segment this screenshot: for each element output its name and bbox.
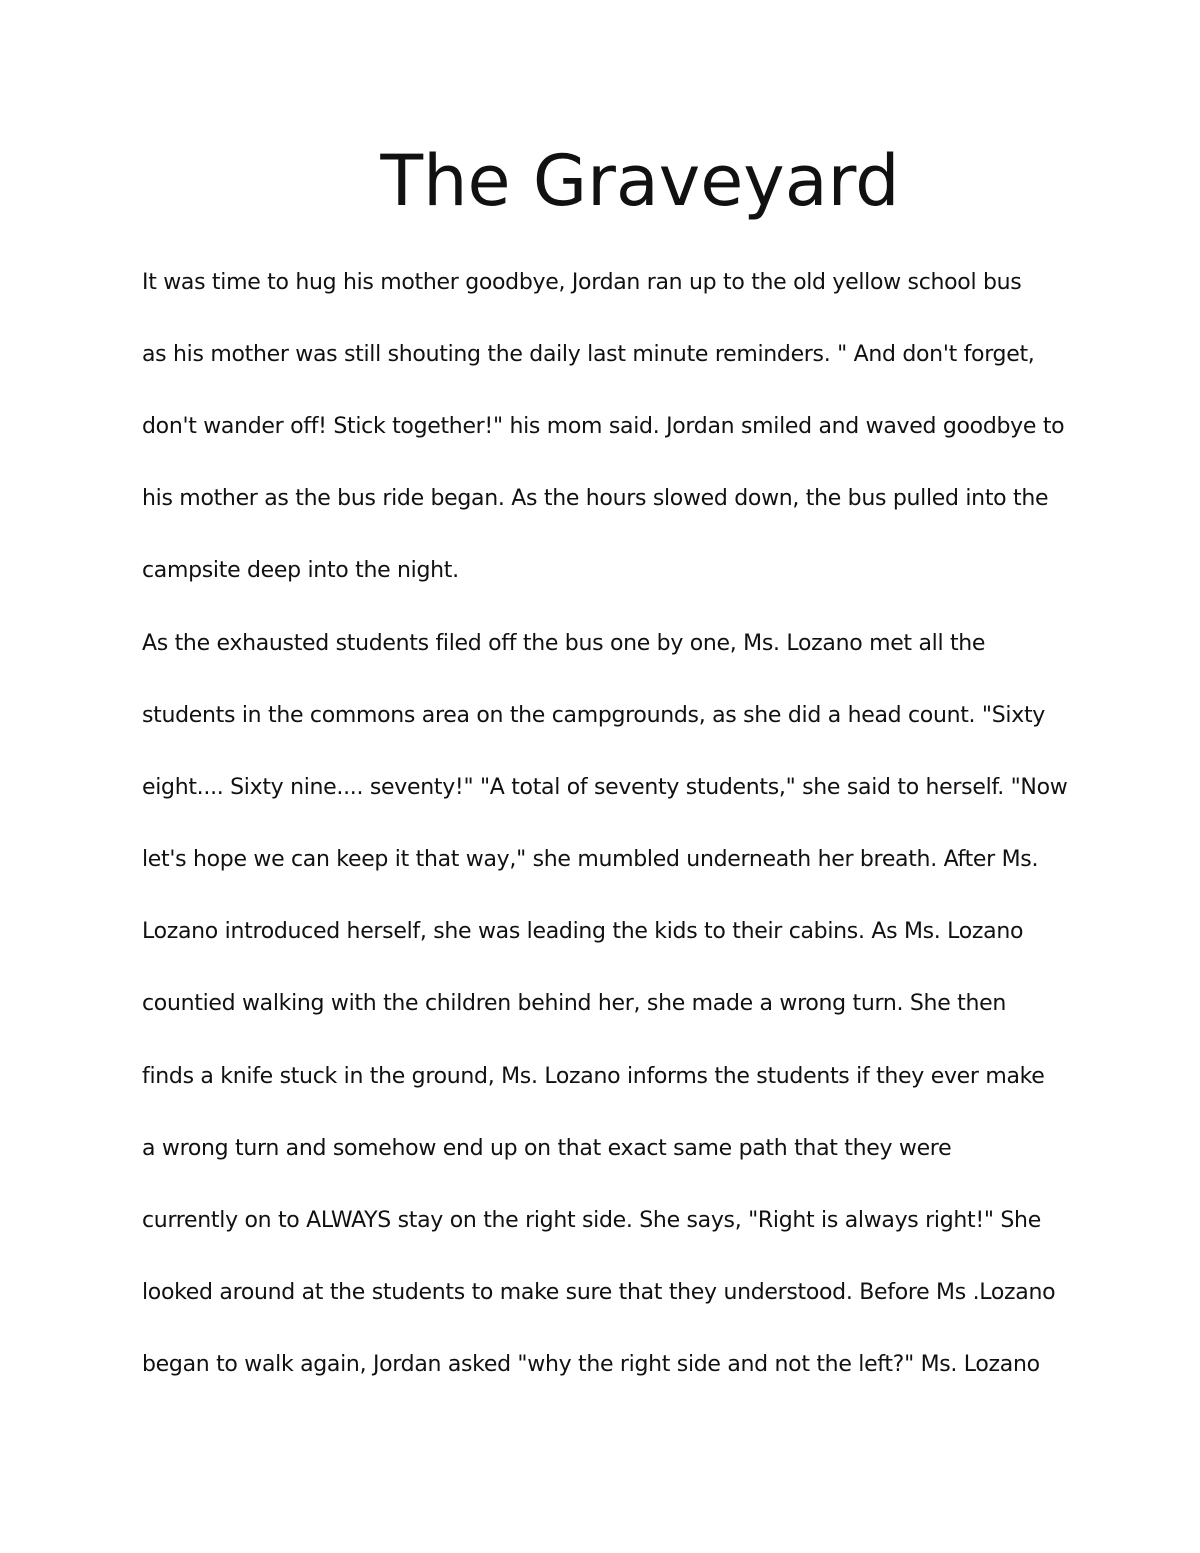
text-line: finds a knife stuck in the ground, Ms. Lozano informs the students if they ever make [142, 1064, 1045, 1089]
text-line: began to walk again, Jordan asked "why the right side and not the left?" Ms. Lozano [142, 1352, 1040, 1377]
text-line: his mother as the bus ride began. As the hours slowed down, the bus pulled into the [142, 486, 1049, 511]
text-line: As the exhausted students filed off the bus one by one, Ms. Lozano met all the [142, 631, 986, 656]
text-line: students in the commons area on the campgrounds, as she did a head count. "Sixty [142, 703, 1045, 728]
text-line: don't wander off! Stick together!" his mom said. Jordan smiled and waved goodbye to [142, 414, 1065, 439]
text-line: a wrong turn and somehow end up on that exact same path that they were [142, 1136, 952, 1161]
text-line: It was time to hug his mother goodbye, Jordan ran up to the old yellow school bus [142, 270, 1022, 295]
text-line: let's hope we can keep it that way," she mumbled underneath her breath. After Ms. [142, 847, 1039, 872]
text-line: as his mother was still shouting the daily last minute reminders. " And don't forget, [142, 342, 1035, 367]
text-line: currently on to ALWAYS stay on the right side. She says, "Right is always right!" She [142, 1208, 1041, 1233]
document-title: The Graveyard [380, 140, 900, 222]
text-line: Lozano introduced herself, she was leading the kids to their cabins. As Ms. Lozano [142, 919, 1024, 944]
text-line: looked around at the students to make sure that they understood. Before Ms .Lozano [142, 1280, 1056, 1305]
text-line: countied walking with the children behind her, she made a wrong turn. She then [142, 991, 1006, 1016]
text-line: eight.... Sixty nine.... seventy!" "A total of seventy students," she said to herself. "Now [142, 775, 1068, 800]
text-line: campsite deep into the night. [142, 558, 459, 583]
